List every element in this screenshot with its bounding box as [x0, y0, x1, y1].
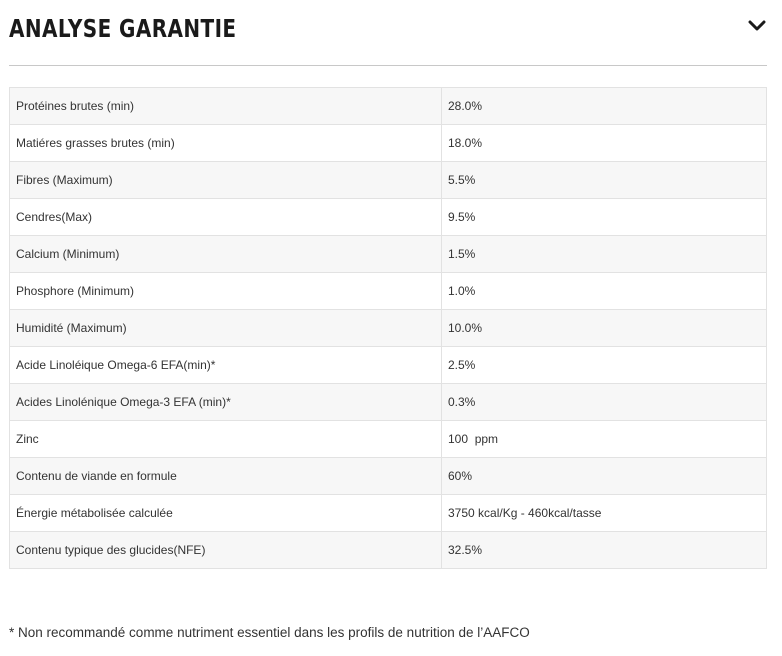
table-row — [10, 199, 767, 236]
nutrient-value: 1.5% — [442, 236, 767, 273]
nutrient-value: 18.0% — [442, 125, 767, 162]
nutrient-value: 28.0% — [442, 88, 767, 125]
table-body — [10, 88, 767, 569]
nutrient-label: Contenu de viande en formule — [10, 458, 442, 495]
table-row — [10, 495, 767, 532]
nutrient-value: 100 ppm — [442, 421, 767, 458]
nutrient-label: Acides Linolénique Omega-3 EFA (min)* — [10, 384, 442, 421]
table-row — [10, 421, 767, 458]
table-row — [10, 310, 767, 347]
nutrient-value: 1.0% — [442, 273, 767, 310]
nutrient-value: 32.5% — [442, 532, 767, 569]
table-row — [10, 347, 767, 384]
nutrient-value: 0.3% — [442, 384, 767, 421]
nutrient-value: 60% — [442, 458, 767, 495]
nutrient-label: Humidité (Maximum) — [10, 310, 442, 347]
nutrient-label: Fibres (Maximum) — [10, 162, 442, 199]
table-row — [10, 162, 767, 199]
section-title: ANALYSE GARANTIE — [9, 14, 237, 43]
nutrient-label: Cendres(Max) — [10, 199, 442, 236]
table-row — [10, 384, 767, 421]
nutrient-label: Acide Linoléique Omega-6 EFA(min)* — [10, 347, 442, 384]
nutrient-value: 10.0% — [442, 310, 767, 347]
chevron-down-icon[interactable] — [747, 16, 767, 36]
nutrient-label: Protéines brutes (min) — [10, 88, 442, 125]
accordion-header[interactable] — [9, 0, 767, 66]
nutrient-label: Phosphore (Minimum) — [10, 273, 442, 310]
table-row — [10, 236, 767, 273]
table-row — [10, 532, 767, 569]
nutrient-label: Matiéres grasses brutes (min) — [10, 125, 442, 162]
table-row — [10, 458, 767, 495]
guaranteed-analysis-table — [9, 87, 767, 569]
footnote: * Non recommandé comme nutriment essentiel dans les profils de nutrition de l’AAFCO — [9, 625, 530, 640]
nutrient-label: Zinc — [10, 421, 442, 458]
table-row — [10, 273, 767, 310]
nutrient-label: Énergie métabolisée calculée — [10, 495, 442, 532]
nutrient-value: 9.5% — [442, 199, 767, 236]
table-row — [10, 125, 767, 162]
nutrient-value: 2.5% — [442, 347, 767, 384]
nutrient-label: Contenu typique des glucides(NFE) — [10, 532, 442, 569]
nutrient-value: 5.5% — [442, 162, 767, 199]
nutrient-label: Calcium (Minimum) — [10, 236, 442, 273]
table-row — [10, 88, 767, 125]
nutrient-value: 3750 kcal/Kg - 460kcal/tasse — [442, 495, 767, 532]
